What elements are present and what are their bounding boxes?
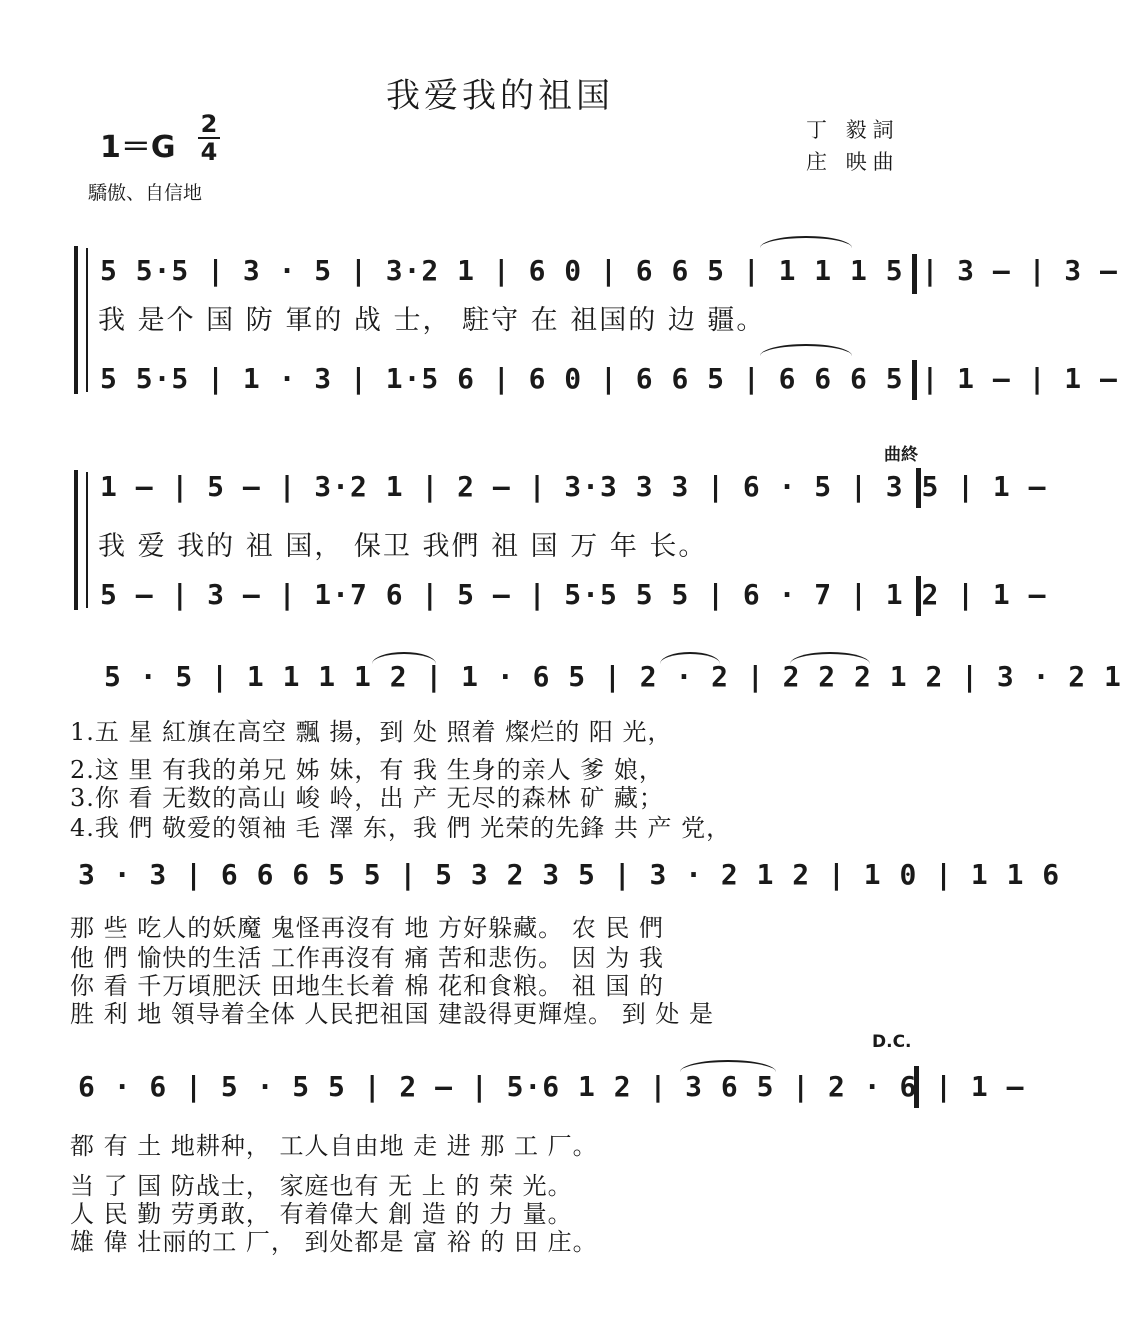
song-title: 我爱我的祖国 (386, 76, 614, 116)
system-2-brace (86, 472, 88, 608)
composer-credit: 庄 映曲 (806, 150, 900, 174)
barline (914, 1066, 919, 1108)
verse-4: 胜 利 地 領导着全体 人民把祖国 建設得更輝煌。 到 处 是 (70, 1000, 715, 1028)
notes-melody: 3 · 3 | 6 6 6 5 5 | 5 3 2 3 5 | 3 · 2 1 2 | 1 0 | 1 1 6 (78, 858, 1061, 891)
notes-melody: 5 · 5 | 1 1 1 1 2 | 1 · 6 5 | 2 · 2 | 2 2 2 1 2 | 3 · 2 1 (104, 660, 1122, 693)
verse-2: 他 們 愉快的生活 工作再沒有 痛 苦和悲伤。 因 为 我 (70, 944, 665, 972)
notes-lower: 5 5·5 | 1 · 3 | 1·5 6 | 6 0 | 6 6 5 | 6 6 6 5 | 1 — | 1 — (100, 362, 1118, 395)
notes-melody: 6 · 6 | 5 · 5 5 | 2 — | 5·6 1 2 | 3 6 5 | 2 · 6 | 1 — (78, 1070, 1025, 1103)
system-1-bracket (74, 246, 78, 394)
key-signature: 1＝G (100, 130, 176, 165)
verse-3: 人 民 勤 劳勇敢， 有着偉大 創 造 的 力 量。 (70, 1200, 573, 1228)
expression-marking: 驕傲、自信地 (88, 182, 203, 204)
verse-3: 3.你 看 无数的高山 峻 岭，出 产 无尽的森林 矿 藏； (70, 784, 664, 812)
verse-1: 都 有 土 地耕种， 工人自由地 走 进 那 工 厂。 (70, 1132, 598, 1160)
verse-2: 2.这 里 有我的弟兄 姊 妹，有 我 生身的亲人 爹 娘， (70, 756, 664, 784)
time-numerator: 2 (200, 110, 218, 138)
notes-upper: 1 — | 5 — | 3·2 1 | 2 — | 3·3 3 3 | 6 · 5 | 3 5 | 1 — (100, 470, 1047, 503)
lyricist-credit: 丁 毅詞 (806, 118, 900, 142)
barline (912, 254, 917, 294)
dc-mark: D.C. (872, 1032, 912, 1052)
verse-1: 那 些 吃人的妖魔 鬼怪再沒有 地 方好躲藏。 农 民 們 (70, 914, 665, 942)
notes-lower: 5 — | 3 — | 1·7 6 | 5 — | 5·5 5 5 | 6 · 7 | 1 2 | 1 — (100, 578, 1047, 611)
verse-4: 4.我 們 敬爱的領袖 毛 澤 东，我 們 光荣的先鋒 共 产 党， (70, 814, 732, 842)
time-denominator: 4 (200, 138, 218, 166)
verse-3: 你 看 千万頃肥沃 田地生长着 棉 花和食粮。 祖 国 的 (70, 972, 665, 1000)
barline (916, 576, 921, 616)
tie-mark (760, 236, 852, 248)
system-2-bracket (74, 470, 78, 610)
barline (912, 360, 917, 400)
system-1-brace (86, 248, 88, 392)
lyric-line: 我 是个 国 防 軍的 战 士， 駐守 在 祖国的 边 疆。 (98, 305, 766, 336)
verse-4: 雄 偉 壮丽的工 厂， 到处都是 富 裕 的 田 庄。 (70, 1228, 598, 1256)
lyric-line: 我 爱 我的 祖 国， 保卫 我們 祖 国 万 年 长。 (98, 531, 708, 562)
verse-2: 当 了 国 防战士， 家庭也有 无 上 的 荣 光。 (70, 1172, 573, 1200)
notes-upper: 5 5·5 | 3 · 5 | 3·2 1 | 6 0 | 6 6 5 | 1 1 1 5 | 3 — | 3 — (100, 254, 1118, 287)
time-signature (198, 112, 220, 164)
tie-mark (760, 344, 852, 356)
barline (916, 468, 921, 508)
verse-1: 1.五 星 紅旗在高空 飄 揚，到 处 照着 燦烂的 阳 光， (70, 718, 673, 746)
fine-mark: 曲終 (884, 445, 918, 465)
